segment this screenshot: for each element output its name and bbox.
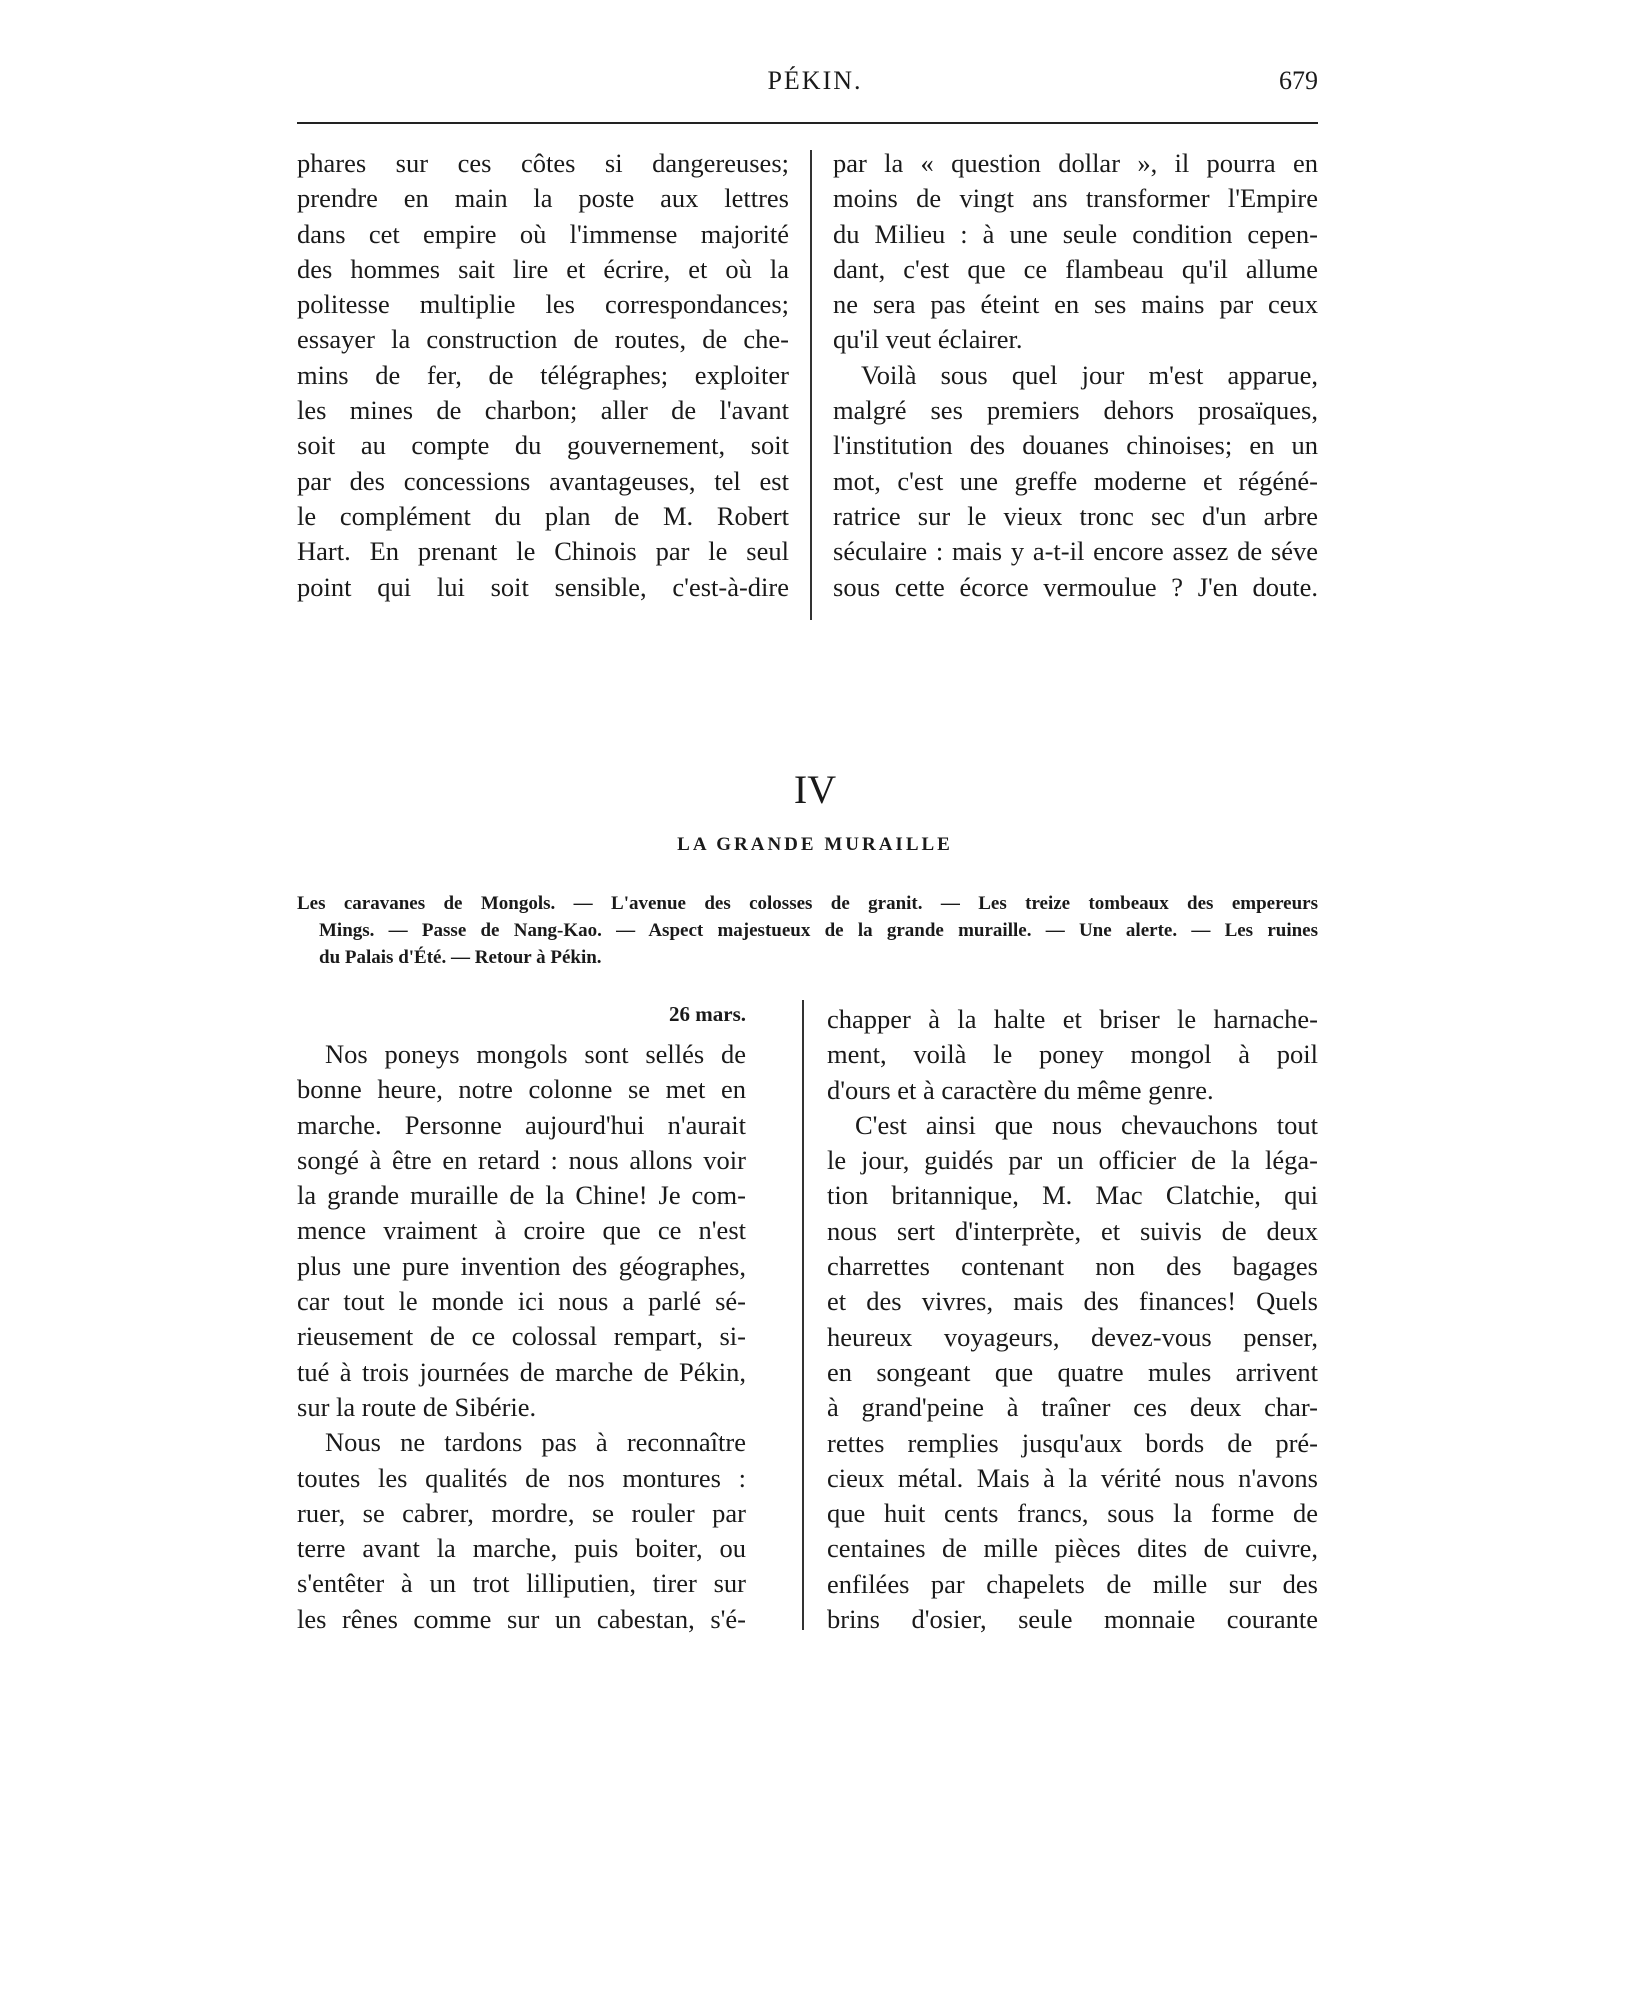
text-line: que huit cents francs, sous la forme de	[827, 1498, 1318, 1529]
column-divider-top	[810, 150, 812, 620]
text-line: terre avant la marche, puis boiter, ou	[297, 1533, 746, 1564]
text-line: politesse multiplie les correspondances;	[297, 289, 789, 320]
text-line: point qui lui soit sensible, c'est-à-dire	[297, 571, 789, 602]
text-line: en songeant que quatre mules arrivent	[827, 1356, 1318, 1387]
paragraph	[827, 1002, 1318, 1108]
text-line: les mines de charbon; aller de l'avant	[297, 395, 789, 426]
text-line: centaines de mille pièces dites de cuivre,	[827, 1533, 1318, 1564]
text-line: ne sera pas éteint en ses mains par ceux	[833, 289, 1318, 320]
text-line: s'entêter à un trot lilliputien, tirer sur	[297, 1568, 746, 1599]
text-line: bonne heure, notre colonne se met en	[297, 1074, 746, 1105]
column-divider-bottom	[802, 1000, 804, 1630]
chapter-title: LA GRANDE MURAILLE	[677, 834, 953, 855]
text-line: enfilées par chapelets de mille sur des	[827, 1568, 1318, 1599]
text-line: malgré ses premiers dehors prosaïques,	[833, 395, 1318, 426]
text-line: du Milieu : à une seule condition cepen-	[833, 218, 1318, 249]
text-line: rieusement de ce colossal rempart, si-	[297, 1321, 746, 1352]
running-header-title: PÉKIN.	[767, 66, 863, 95]
paragraph	[833, 358, 1318, 605]
text-line: cieux métal. Mais à la vérité nous n'avons	[827, 1462, 1318, 1493]
text-line: séculaire : mais y a-t-il encore assez de séve	[833, 536, 1318, 567]
text-line: charrettes contenant non des bagages	[827, 1251, 1318, 1282]
text-line: essayer la construction de routes, de che-	[297, 324, 789, 355]
text-line: plus une pure invention des géographes,	[297, 1250, 746, 1281]
text-line: marche. Personne aujourd'hui n'aurait	[297, 1109, 746, 1140]
text-line: Nous ne tardons pas à reconnaître	[325, 1427, 746, 1458]
text-line: car tout le monde ici nous a parlé sé-	[297, 1286, 746, 1317]
chapter-summary	[297, 890, 1318, 971]
text-line: phares sur ces côtes si dangereuses;	[297, 148, 789, 178]
text-line: à grand'peine à traîner ces deux char-	[827, 1392, 1318, 1423]
text-line: chapper à la halte et briser le harnache-	[827, 1004, 1318, 1034]
text-line: qu'il veut éclairer.	[833, 324, 1023, 355]
text-line: brins d'osier, seule monnaie courante	[827, 1604, 1318, 1635]
text-line: mot, c'est une greffe moderne et régéné-	[833, 465, 1318, 496]
bottom-right-column	[827, 1002, 1318, 1637]
text-line: songé à être en retard : nous allons voir	[297, 1144, 746, 1175]
text-line: tion britannique, M. Mac Clatchie, qui	[827, 1180, 1318, 1211]
text-line: soit au compte du gouvernement, soit	[297, 430, 789, 461]
bottom-left-column	[297, 1037, 746, 1637]
text-line: Hart. En prenant le Chinois par le seul	[297, 536, 789, 567]
text-line: sous cette écorce vermoulue ? J'en doute.	[833, 571, 1318, 602]
text-line: C'est ainsi que nous chevauchons tout	[855, 1109, 1318, 1140]
text-line: Nos poneys mongols sont sellés de	[325, 1039, 746, 1069]
text-line: rettes remplies jusqu'aux bords de pré-	[827, 1427, 1318, 1458]
text-line: la grande muraille de la Chine! Je com-	[297, 1180, 746, 1211]
top-left-column	[297, 146, 789, 605]
text-line: par des concessions avantageuses, tel est	[297, 465, 789, 496]
paragraph	[297, 1425, 746, 1637]
text-line: ratrice sur le vieux tronc sec d'un arbre	[833, 500, 1318, 531]
text-line: nous sert d'interprète, et suivis de deux	[827, 1215, 1318, 1246]
text-line: le complément du plan de M. Robert	[297, 500, 789, 531]
chapter-number: IV	[793, 767, 837, 812]
text-line: mins de fer, de télégraphes; exploiter	[297, 359, 789, 390]
text-line: le jour, guidés par un officier de la léga-	[827, 1145, 1318, 1176]
summary-line: Les caravanes de Mongols. — L'avenue des colosses de granit. — Les treize tombeaux des empereurs	[297, 893, 1318, 914]
text-line: Voilà sous quel jour m'est apparue,	[861, 359, 1318, 390]
text-line: prendre en main la poste aux lettres	[297, 183, 789, 214]
header-rule	[297, 122, 1318, 124]
text-line: sur la route de Sibérie.	[297, 1391, 537, 1422]
text-line: moins de vingt ans transformer l'Empire	[833, 183, 1318, 214]
text-line: les rênes comme sur un cabestan, s'é-	[297, 1603, 746, 1634]
text-line: d'ours et à caractère du même genre.	[827, 1074, 1214, 1105]
text-line: dant, c'est que ce flambeau qu'il allume	[833, 253, 1318, 284]
paragraph	[297, 146, 789, 605]
text-line: des hommes sait lire et écrire, et où la	[297, 253, 789, 284]
entry-date: 26 mars.	[669, 1002, 746, 1026]
paragraph	[297, 1037, 746, 1425]
text-line: par la « question dollar », il pourra en	[833, 148, 1318, 178]
text-line: l'institution des douanes chinoises; en un	[833, 430, 1318, 461]
text-line: tué à trois journées de marche de Pékin,	[297, 1356, 746, 1387]
paragraph	[833, 146, 1318, 358]
page-number: 679	[1279, 66, 1318, 95]
summary-line: du Palais d'Été. — Retour à Pékin.	[319, 947, 602, 968]
top-right-column	[833, 146, 1318, 605]
text-line: ment, voilà le poney mongol à poil	[827, 1039, 1318, 1070]
text-line: et des vivres, mais des finances! Quels	[827, 1286, 1318, 1317]
text-line: ruer, se cabrer, mordre, se rouler par	[297, 1497, 746, 1528]
summary-line: Mings. — Passe de Nang-Kao. — Aspect majestueux de la grande muraille. — Une alerte. — Les ruines	[319, 920, 1318, 941]
text-line: dans cet empire où l'immense majorité	[297, 218, 789, 249]
text-line: mence vraiment à croire que ce n'est	[297, 1215, 746, 1246]
paragraph	[827, 1108, 1318, 1637]
text-line: toutes les qualités de nos montures :	[297, 1462, 746, 1493]
text-line: heureux voyageurs, devez-vous penser,	[827, 1321, 1318, 1352]
